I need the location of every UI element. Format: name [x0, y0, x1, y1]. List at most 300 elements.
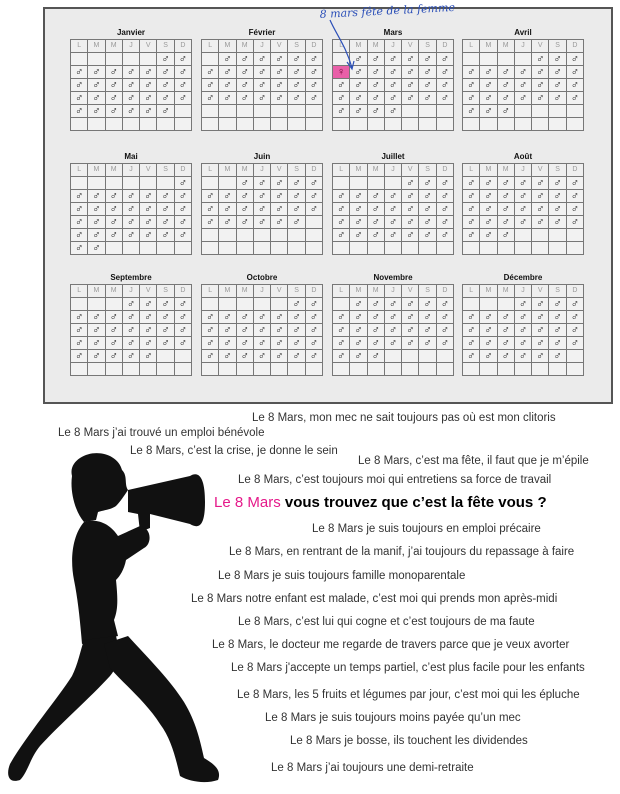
- male-day-icon: ♂: [549, 350, 566, 363]
- male-day-icon: ♂: [202, 311, 219, 324]
- empty-day-cell: [402, 242, 419, 255]
- month-juin: [201, 152, 323, 255]
- month-grid: [462, 284, 584, 376]
- male-day-icon: ♂: [497, 105, 514, 118]
- male-day-icon: ♂: [436, 53, 453, 66]
- male-day-icon: ♂: [88, 190, 105, 203]
- male-day-icon: ♂: [402, 190, 419, 203]
- male-day-icon: ♂: [305, 350, 322, 363]
- male-day-icon: ♂: [463, 92, 480, 105]
- month-title: Décembre: [503, 273, 543, 282]
- male-day-icon: ♂: [333, 229, 350, 242]
- weekday-header: D: [436, 164, 453, 177]
- male-day-icon: ♂: [497, 79, 514, 92]
- male-day-icon: ♂: [419, 311, 436, 324]
- empty-day-cell: [253, 242, 270, 255]
- weekday-header: J: [514, 40, 531, 53]
- male-day-icon: ♂: [480, 177, 497, 190]
- male-day-icon: ♂: [88, 242, 105, 255]
- male-day-icon: ♂: [419, 229, 436, 242]
- weekday-header: L: [202, 164, 219, 177]
- male-day-icon: ♂: [288, 66, 305, 79]
- empty-day-cell: [463, 298, 480, 311]
- male-day-icon: ♂: [122, 203, 139, 216]
- weekday-header: M: [105, 285, 122, 298]
- slogan-line: Le 8 Mars j’ai trouvé un emploi bénévole: [58, 427, 265, 439]
- male-day-icon: ♂: [174, 311, 191, 324]
- male-day-icon: ♂: [333, 324, 350, 337]
- male-day-icon: ♂: [157, 311, 174, 324]
- month-grid: [462, 163, 584, 255]
- slogan-line: Le 8 Mars notre enfant est malade, c’est moi qui prends mon après-midi: [191, 593, 558, 605]
- empty-day-cell: [122, 242, 139, 255]
- empty-day-cell: [463, 363, 480, 376]
- male-day-icon: ♂: [566, 177, 583, 190]
- male-day-icon: ♂: [105, 92, 122, 105]
- male-day-icon: ♂: [350, 190, 367, 203]
- male-day-icon: ♂: [174, 177, 191, 190]
- empty-day-cell: [497, 298, 514, 311]
- empty-day-cell: [514, 363, 531, 376]
- male-day-icon: ♂: [463, 66, 480, 79]
- empty-day-cell: [333, 118, 350, 131]
- empty-day-cell: [140, 118, 157, 131]
- empty-day-cell: [202, 118, 219, 131]
- empty-day-cell: [236, 105, 253, 118]
- headline: [214, 494, 547, 511]
- empty-day-cell: [236, 229, 253, 242]
- empty-day-cell: [105, 177, 122, 190]
- empty-day-cell: [549, 363, 566, 376]
- male-day-icon: ♂: [122, 337, 139, 350]
- weekday-header: L: [71, 164, 88, 177]
- empty-day-cell: [566, 105, 583, 118]
- male-day-icon: ♂: [419, 298, 436, 311]
- male-day-icon: ♂: [480, 92, 497, 105]
- male-day-icon: ♂: [140, 350, 157, 363]
- male-day-icon: ♂: [419, 79, 436, 92]
- empty-day-cell: [566, 350, 583, 363]
- male-day-icon: ♂: [122, 66, 139, 79]
- empty-day-cell: [350, 242, 367, 255]
- male-day-icon: ♂: [236, 324, 253, 337]
- empty-day-cell: [88, 177, 105, 190]
- empty-day-cell: [253, 105, 270, 118]
- male-day-icon: ♂: [305, 177, 322, 190]
- male-day-icon: ♂: [88, 203, 105, 216]
- male-day-icon: ♂: [549, 298, 566, 311]
- male-day-icon: ♂: [549, 324, 566, 337]
- male-day-icon: ♂: [402, 311, 419, 324]
- male-day-icon: ♂: [384, 229, 401, 242]
- empty-day-cell: [549, 118, 566, 131]
- male-day-icon: ♂: [157, 324, 174, 337]
- male-day-icon: ♂: [384, 53, 401, 66]
- male-day-icon: ♂: [253, 311, 270, 324]
- male-day-icon: ♂: [105, 216, 122, 229]
- weekday-header: V: [402, 285, 419, 298]
- male-day-icon: ♂: [271, 216, 288, 229]
- male-day-icon: ♂: [140, 203, 157, 216]
- male-day-icon: ♂: [122, 350, 139, 363]
- male-day-icon: ♂: [140, 190, 157, 203]
- empty-day-cell: [305, 363, 322, 376]
- empty-day-cell: [532, 229, 549, 242]
- male-day-icon: ♂: [532, 92, 549, 105]
- month-novembre: [332, 273, 454, 376]
- male-day-icon: ♂: [122, 298, 139, 311]
- female-day-icon: ♀: [333, 66, 350, 79]
- male-day-icon: ♂: [71, 242, 88, 255]
- empty-day-cell: [532, 105, 549, 118]
- male-day-icon: ♂: [384, 92, 401, 105]
- male-day-icon: ♂: [271, 177, 288, 190]
- male-day-icon: ♂: [566, 53, 583, 66]
- empty-day-cell: [236, 363, 253, 376]
- empty-day-cell: [333, 363, 350, 376]
- male-day-icon: ♂: [497, 216, 514, 229]
- male-day-icon: ♂: [480, 66, 497, 79]
- male-day-icon: ♂: [419, 66, 436, 79]
- weekday-header: J: [253, 40, 270, 53]
- weekday-header: V: [271, 164, 288, 177]
- male-day-icon: ♂: [71, 190, 88, 203]
- male-day-icon: ♂: [236, 350, 253, 363]
- weekday-header: M: [350, 40, 367, 53]
- male-day-icon: ♂: [367, 105, 384, 118]
- month-février: [201, 28, 323, 131]
- slogan-line: Le 8 Mars, le docteur me regarde de travers parce que je veux avorter: [212, 639, 570, 651]
- male-day-icon: ♂: [140, 105, 157, 118]
- male-day-icon: ♂: [305, 79, 322, 92]
- male-day-icon: ♂: [105, 105, 122, 118]
- empty-day-cell: [253, 298, 270, 311]
- male-day-icon: ♂: [157, 79, 174, 92]
- male-day-icon: ♂: [305, 53, 322, 66]
- male-day-icon: ♂: [532, 324, 549, 337]
- male-day-icon: ♂: [71, 79, 88, 92]
- male-day-icon: ♂: [288, 92, 305, 105]
- empty-day-cell: [140, 363, 157, 376]
- male-day-icon: ♂: [174, 53, 191, 66]
- slogan-line: Le 8 Mars, en rentrant de la manif, j’ai toujours du repassage à faire: [229, 546, 575, 558]
- weekday-header: D: [305, 164, 322, 177]
- male-day-icon: ♂: [384, 190, 401, 203]
- empty-day-cell: [202, 229, 219, 242]
- male-day-icon: ♂: [305, 203, 322, 216]
- male-day-icon: ♂: [202, 216, 219, 229]
- weekday-header: M: [105, 164, 122, 177]
- male-day-icon: ♂: [253, 53, 270, 66]
- male-day-icon: ♂: [140, 79, 157, 92]
- slogan-line: Le 8 Mars je bosse, ils touchent les dividendes: [290, 735, 528, 747]
- weekday-header: J: [122, 40, 139, 53]
- empty-day-cell: [174, 350, 191, 363]
- male-day-icon: ♂: [532, 298, 549, 311]
- weekday-header: V: [402, 40, 419, 53]
- weekday-header: M: [350, 164, 367, 177]
- male-day-icon: ♂: [157, 337, 174, 350]
- empty-day-cell: [566, 363, 583, 376]
- empty-day-cell: [202, 105, 219, 118]
- male-day-icon: ♂: [367, 311, 384, 324]
- male-day-icon: ♂: [122, 190, 139, 203]
- slogan-line: Le 8 Mars j’ai toujours une demi-retraite: [271, 762, 474, 774]
- month-janvier: [70, 28, 192, 131]
- male-day-icon: ♂: [88, 66, 105, 79]
- male-day-icon: ♂: [463, 324, 480, 337]
- weekday-header: M: [219, 40, 236, 53]
- empty-day-cell: [566, 242, 583, 255]
- male-day-icon: ♂: [174, 79, 191, 92]
- weekday-header: J: [384, 285, 401, 298]
- male-day-icon: ♂: [202, 66, 219, 79]
- month-title: Mars: [383, 28, 403, 37]
- male-day-icon: ♂: [402, 216, 419, 229]
- male-day-icon: ♂: [333, 216, 350, 229]
- male-day-icon: ♂: [367, 337, 384, 350]
- male-day-icon: ♂: [288, 337, 305, 350]
- weekday-header: S: [419, 285, 436, 298]
- male-day-icon: ♂: [532, 216, 549, 229]
- weekday-header: S: [549, 285, 566, 298]
- male-day-icon: ♂: [566, 79, 583, 92]
- month-title: Avril: [514, 28, 532, 37]
- male-day-icon: ♂: [436, 92, 453, 105]
- male-day-icon: ♂: [463, 337, 480, 350]
- male-day-icon: ♂: [350, 298, 367, 311]
- empty-day-cell: [566, 118, 583, 131]
- male-day-icon: ♂: [253, 79, 270, 92]
- weekday-header: V: [271, 40, 288, 53]
- empty-day-cell: [71, 298, 88, 311]
- male-day-icon: ♂: [367, 53, 384, 66]
- empty-day-cell: [463, 53, 480, 66]
- empty-day-cell: [367, 242, 384, 255]
- male-day-icon: ♂: [497, 66, 514, 79]
- male-day-icon: ♂: [402, 337, 419, 350]
- male-day-icon: ♂: [402, 298, 419, 311]
- empty-day-cell: [174, 118, 191, 131]
- empty-day-cell: [88, 363, 105, 376]
- male-day-icon: ♂: [174, 203, 191, 216]
- male-day-icon: ♂: [350, 79, 367, 92]
- weekday-header: S: [157, 164, 174, 177]
- weekday-header: V: [532, 164, 549, 177]
- male-day-icon: ♂: [497, 203, 514, 216]
- month-juillet: [332, 152, 454, 255]
- weekday-header: J: [384, 164, 401, 177]
- male-day-icon: ♂: [514, 203, 531, 216]
- empty-day-cell: [384, 177, 401, 190]
- slogan-line: Le 8 Mars, c’est la crise, je donne le sein: [130, 445, 338, 457]
- male-day-icon: ♂: [71, 229, 88, 242]
- empty-day-cell: [436, 118, 453, 131]
- weekday-header: L: [463, 164, 480, 177]
- male-day-icon: ♂: [71, 337, 88, 350]
- male-day-icon: ♂: [419, 53, 436, 66]
- male-day-icon: ♂: [288, 53, 305, 66]
- empty-day-cell: [419, 105, 436, 118]
- empty-day-cell: [105, 242, 122, 255]
- weekday-header: M: [236, 164, 253, 177]
- male-day-icon: ♂: [236, 177, 253, 190]
- male-day-icon: ♂: [174, 92, 191, 105]
- male-day-icon: ♂: [367, 324, 384, 337]
- male-day-icon: ♂: [436, 337, 453, 350]
- male-day-icon: ♂: [157, 53, 174, 66]
- male-day-icon: ♂: [271, 92, 288, 105]
- male-day-icon: ♂: [271, 311, 288, 324]
- male-day-icon: ♂: [350, 229, 367, 242]
- male-day-icon: ♂: [271, 337, 288, 350]
- slogan-line: Le 8 Mars, mon mec ne sait toujours pas où est mon clitoris: [252, 412, 556, 424]
- male-day-icon: ♂: [271, 79, 288, 92]
- month-title: Octobre: [246, 273, 278, 282]
- weekday-header: J: [253, 285, 270, 298]
- slogan-line: Le 8 Mars je suis toujours moins payée qu’un mec: [265, 712, 521, 724]
- empty-day-cell: [402, 350, 419, 363]
- male-day-icon: ♂: [532, 190, 549, 203]
- empty-day-cell: [480, 118, 497, 131]
- weekday-header: S: [157, 285, 174, 298]
- male-day-icon: ♂: [463, 190, 480, 203]
- month-grid: [70, 163, 192, 255]
- empty-day-cell: [122, 118, 139, 131]
- male-day-icon: ♂: [514, 177, 531, 190]
- male-day-icon: ♂: [419, 190, 436, 203]
- male-day-icon: ♂: [333, 92, 350, 105]
- male-day-icon: ♂: [419, 337, 436, 350]
- empty-day-cell: [532, 363, 549, 376]
- empty-day-cell: [333, 242, 350, 255]
- male-day-icon: ♂: [253, 92, 270, 105]
- male-day-icon: ♂: [497, 311, 514, 324]
- empty-day-cell: [236, 242, 253, 255]
- empty-day-cell: [497, 53, 514, 66]
- empty-day-cell: [219, 242, 236, 255]
- male-day-icon: ♂: [566, 324, 583, 337]
- male-day-icon: ♂: [497, 92, 514, 105]
- empty-day-cell: [219, 118, 236, 131]
- weekday-header: S: [549, 164, 566, 177]
- male-day-icon: ♂: [436, 190, 453, 203]
- male-day-icon: ♂: [384, 324, 401, 337]
- male-day-icon: ♂: [367, 216, 384, 229]
- weekday-header: M: [480, 285, 497, 298]
- weekday-header: V: [271, 285, 288, 298]
- empty-day-cell: [236, 118, 253, 131]
- weekday-header: V: [532, 285, 549, 298]
- empty-day-cell: [402, 118, 419, 131]
- empty-day-cell: [549, 105, 566, 118]
- male-day-icon: ♂: [202, 79, 219, 92]
- male-day-icon: ♂: [88, 229, 105, 242]
- male-day-icon: ♂: [202, 337, 219, 350]
- male-day-icon: ♂: [497, 350, 514, 363]
- male-day-icon: ♂: [480, 311, 497, 324]
- empty-day-cell: [288, 229, 305, 242]
- male-day-icon: ♂: [105, 66, 122, 79]
- male-day-icon: ♂: [532, 337, 549, 350]
- male-day-icon: ♂: [305, 337, 322, 350]
- male-day-icon: ♂: [219, 311, 236, 324]
- male-day-icon: ♂: [532, 79, 549, 92]
- empty-day-cell: [174, 105, 191, 118]
- male-day-icon: ♂: [122, 216, 139, 229]
- month-septembre: [70, 273, 192, 376]
- empty-day-cell: [271, 105, 288, 118]
- male-day-icon: ♂: [236, 337, 253, 350]
- male-day-icon: ♂: [463, 79, 480, 92]
- male-day-icon: ♂: [463, 203, 480, 216]
- empty-day-cell: [305, 242, 322, 255]
- male-day-icon: ♂: [140, 311, 157, 324]
- month-title: Mai: [124, 152, 138, 161]
- empty-day-cell: [350, 177, 367, 190]
- male-day-icon: ♂: [88, 337, 105, 350]
- male-day-icon: ♂: [305, 190, 322, 203]
- month-title: Novembre: [373, 273, 413, 282]
- male-day-icon: ♂: [253, 337, 270, 350]
- empty-day-cell: [122, 363, 139, 376]
- male-day-icon: ♂: [88, 324, 105, 337]
- male-day-icon: ♂: [105, 324, 122, 337]
- male-day-icon: ♂: [384, 337, 401, 350]
- weekday-header: L: [202, 285, 219, 298]
- male-day-icon: ♂: [174, 324, 191, 337]
- male-day-icon: ♂: [88, 311, 105, 324]
- male-day-icon: ♂: [157, 216, 174, 229]
- male-day-icon: ♂: [384, 298, 401, 311]
- male-day-icon: ♂: [367, 92, 384, 105]
- male-day-icon: ♂: [253, 216, 270, 229]
- male-day-icon: ♂: [333, 203, 350, 216]
- male-day-icon: ♂: [566, 190, 583, 203]
- month-title: Juillet: [381, 152, 405, 161]
- empty-day-cell: [71, 363, 88, 376]
- male-day-icon: ♂: [253, 66, 270, 79]
- male-day-icon: ♂: [202, 190, 219, 203]
- empty-day-cell: [219, 229, 236, 242]
- empty-day-cell: [350, 118, 367, 131]
- male-day-icon: ♂: [219, 337, 236, 350]
- male-day-icon: ♂: [157, 203, 174, 216]
- male-day-icon: ♂: [174, 229, 191, 242]
- empty-day-cell: [549, 242, 566, 255]
- month-août: [462, 152, 584, 255]
- male-day-icon: ♂: [436, 324, 453, 337]
- male-day-icon: ♂: [219, 92, 236, 105]
- male-day-icon: ♂: [288, 79, 305, 92]
- male-day-icon: ♂: [288, 190, 305, 203]
- male-day-icon: ♂: [219, 350, 236, 363]
- month-title: Janvier: [116, 28, 146, 37]
- empty-day-cell: [480, 53, 497, 66]
- male-day-icon: ♂: [140, 92, 157, 105]
- male-day-icon: ♂: [497, 337, 514, 350]
- male-day-icon: ♂: [497, 229, 514, 242]
- male-day-icon: ♂: [566, 92, 583, 105]
- male-day-icon: ♂: [140, 337, 157, 350]
- empty-day-cell: [419, 350, 436, 363]
- slogan-line: Le 8 Mars je suis toujours famille monoparentale: [218, 570, 466, 582]
- male-day-icon: ♂: [480, 105, 497, 118]
- male-day-icon: ♂: [71, 92, 88, 105]
- empty-day-cell: [402, 363, 419, 376]
- male-day-icon: ♂: [105, 229, 122, 242]
- male-day-icon: ♂: [463, 311, 480, 324]
